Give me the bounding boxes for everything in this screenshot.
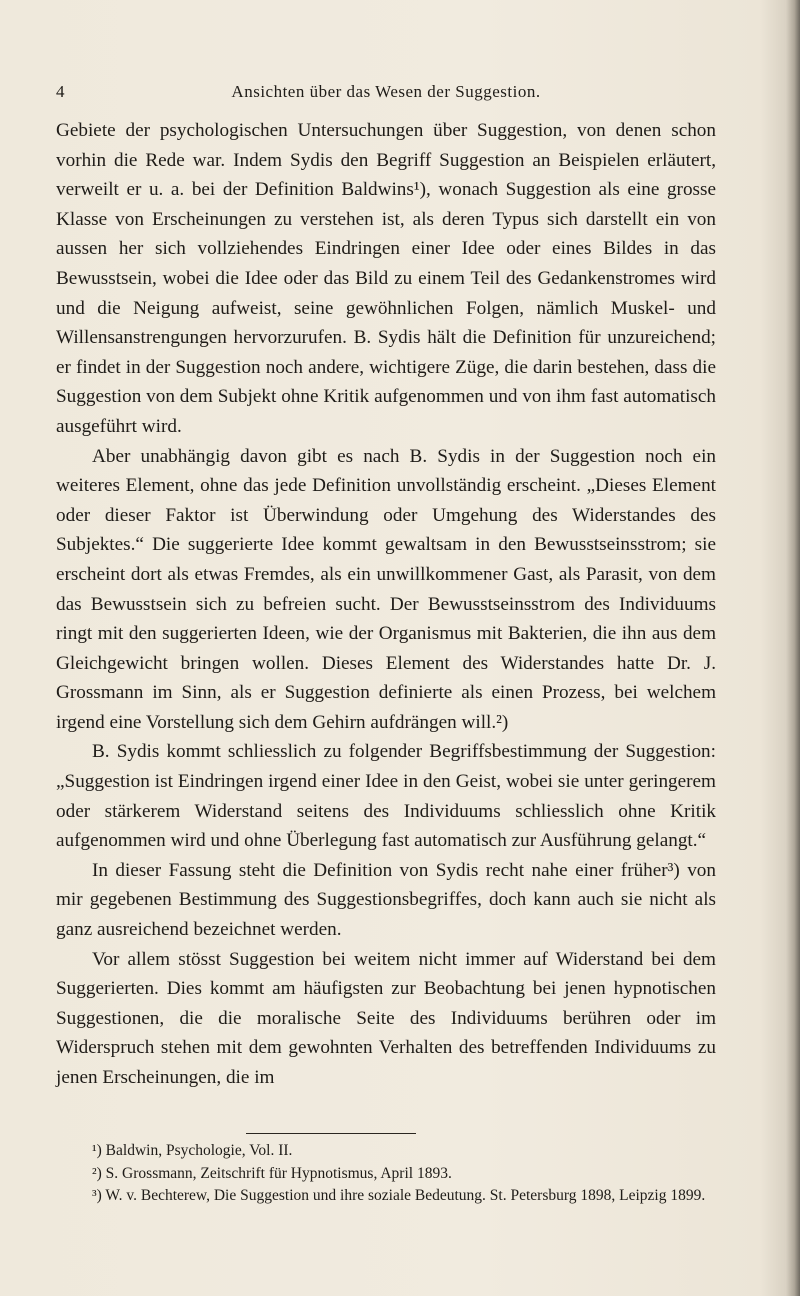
footnote-1: ¹) Baldwin, Psychologie, Vol. II. (92, 1142, 293, 1159)
paragraph-5: Vor allem stösst Suggestion bei weitem nicht immer auf Widerstand bei dem Suggerierten. Dies kommt am häufigsten zur Beobachtung bei jenen hypnotischen Suggestionen, die die moralische Seite des Individuums berühren oder im Widerspruch stehen mit dem gewohnten Verhalten des betreffenden Individuums zu jenen Erscheinungen, die im (56, 948, 716, 1088)
page-edge-shadow (786, 0, 800, 1296)
page-number: 4 (56, 82, 65, 101)
footnotes (56, 1140, 716, 1208)
running-head (56, 82, 716, 106)
footnote-divider (246, 1133, 416, 1134)
paragraph-3: B. Sydis kommt schliesslich zu folgender Begriffsbestimmung der Suggestion: „Suggestion ist Eindringen irgend einer Idee in den Geist, wobei sie unter geringerem oder stärkerem Widerstand seitens des Individuums schliesslich ohne Kritik aufgenommen wird und ohne Überlegung fast automatisch zur Ausführung gelangt.“ (56, 741, 716, 852)
footnote-2: ²) S. Grossmann, Zeitschrift für Hypnotismus, April 1893. (92, 1164, 452, 1182)
running-title: Ansichten über das Wesen der Suggestion. (231, 82, 541, 101)
paragraph-4: In dieser Fassung steht die Definition von Sydis recht nahe einer früher³) von mir gegebenen Bestimmung des Suggestionsbegriffes, doch kann auch sie nicht als ganz ausreichend bezeichnet werden. (56, 859, 716, 941)
footnote-3: ³) W. v. Bechterew, Die Suggestion und ihre soziale Bedeutung. St. Petersburg 1898, Leipzig 1899. (92, 1187, 706, 1205)
body-text (56, 116, 716, 1093)
paragraph-2: Aber unabhängig davon gibt es nach B. Sydis in der Suggestion noch ein weiteres Element, ohne das jede Definition unvollständig erscheint. „Dieses Element oder dieser Faktor ist Überwindung oder Umgehung des Widerstandes des Subjektes.“ Die suggerierte Idee kommt gewaltsam in den Bewusstseinsstrom; sie erscheint dort als etwas Fremdes, als ein unwillkommener Gast, als Parasit, von dem das Bewusstsein sich zu befreien sucht. Der Bewusstseinsstrom des Individuums ringt mit den suggerierten Ideen, wie der Organismus mit Bakterien, die ihn aus dem Gleichgewicht bringen wollen. Dieses Element des Widerstandes hatte Dr. J. Grossmann im Sinn, als er Suggestion definierte als einen Prozess, bei welchem irgend eine Vorstellung sich dem Gehirn aufdrängen will.²) (56, 445, 716, 733)
paragraph-1: Gebiete der psychologischen Untersuchungen über Suggestion, von denen schon vorhin die Rede war. Indem Sydis den Begriff Suggestion an Beispielen erläutert, verweilt er u. a. bei der Definition Baldwins¹), wonach Suggestion als eine grosse Klasse von Erscheinungen zu verstehen ist, als deren Typus sich darstellt ein von aussen her sich vollziehendes Eindringen einer Idee oder eines Bildes in das Bewusstsein, wobei die Idee oder das Bild zu einem Teil des Gedankenstromes wird und die Neigung aufweist, seine gewöhnlichen Folgen, nämlich Muskel- und Willensanstrengungen hervorzurufen. B. Sydis hält die Definition für unzureichend; er findet in der Suggestion noch andere, wichtigere Züge, die darin bestehen, dass die Suggestion von dem Subjekt ohne Kritik aufgenommen und von ihm fast automatisch ausgeführt wird. (56, 120, 716, 437)
